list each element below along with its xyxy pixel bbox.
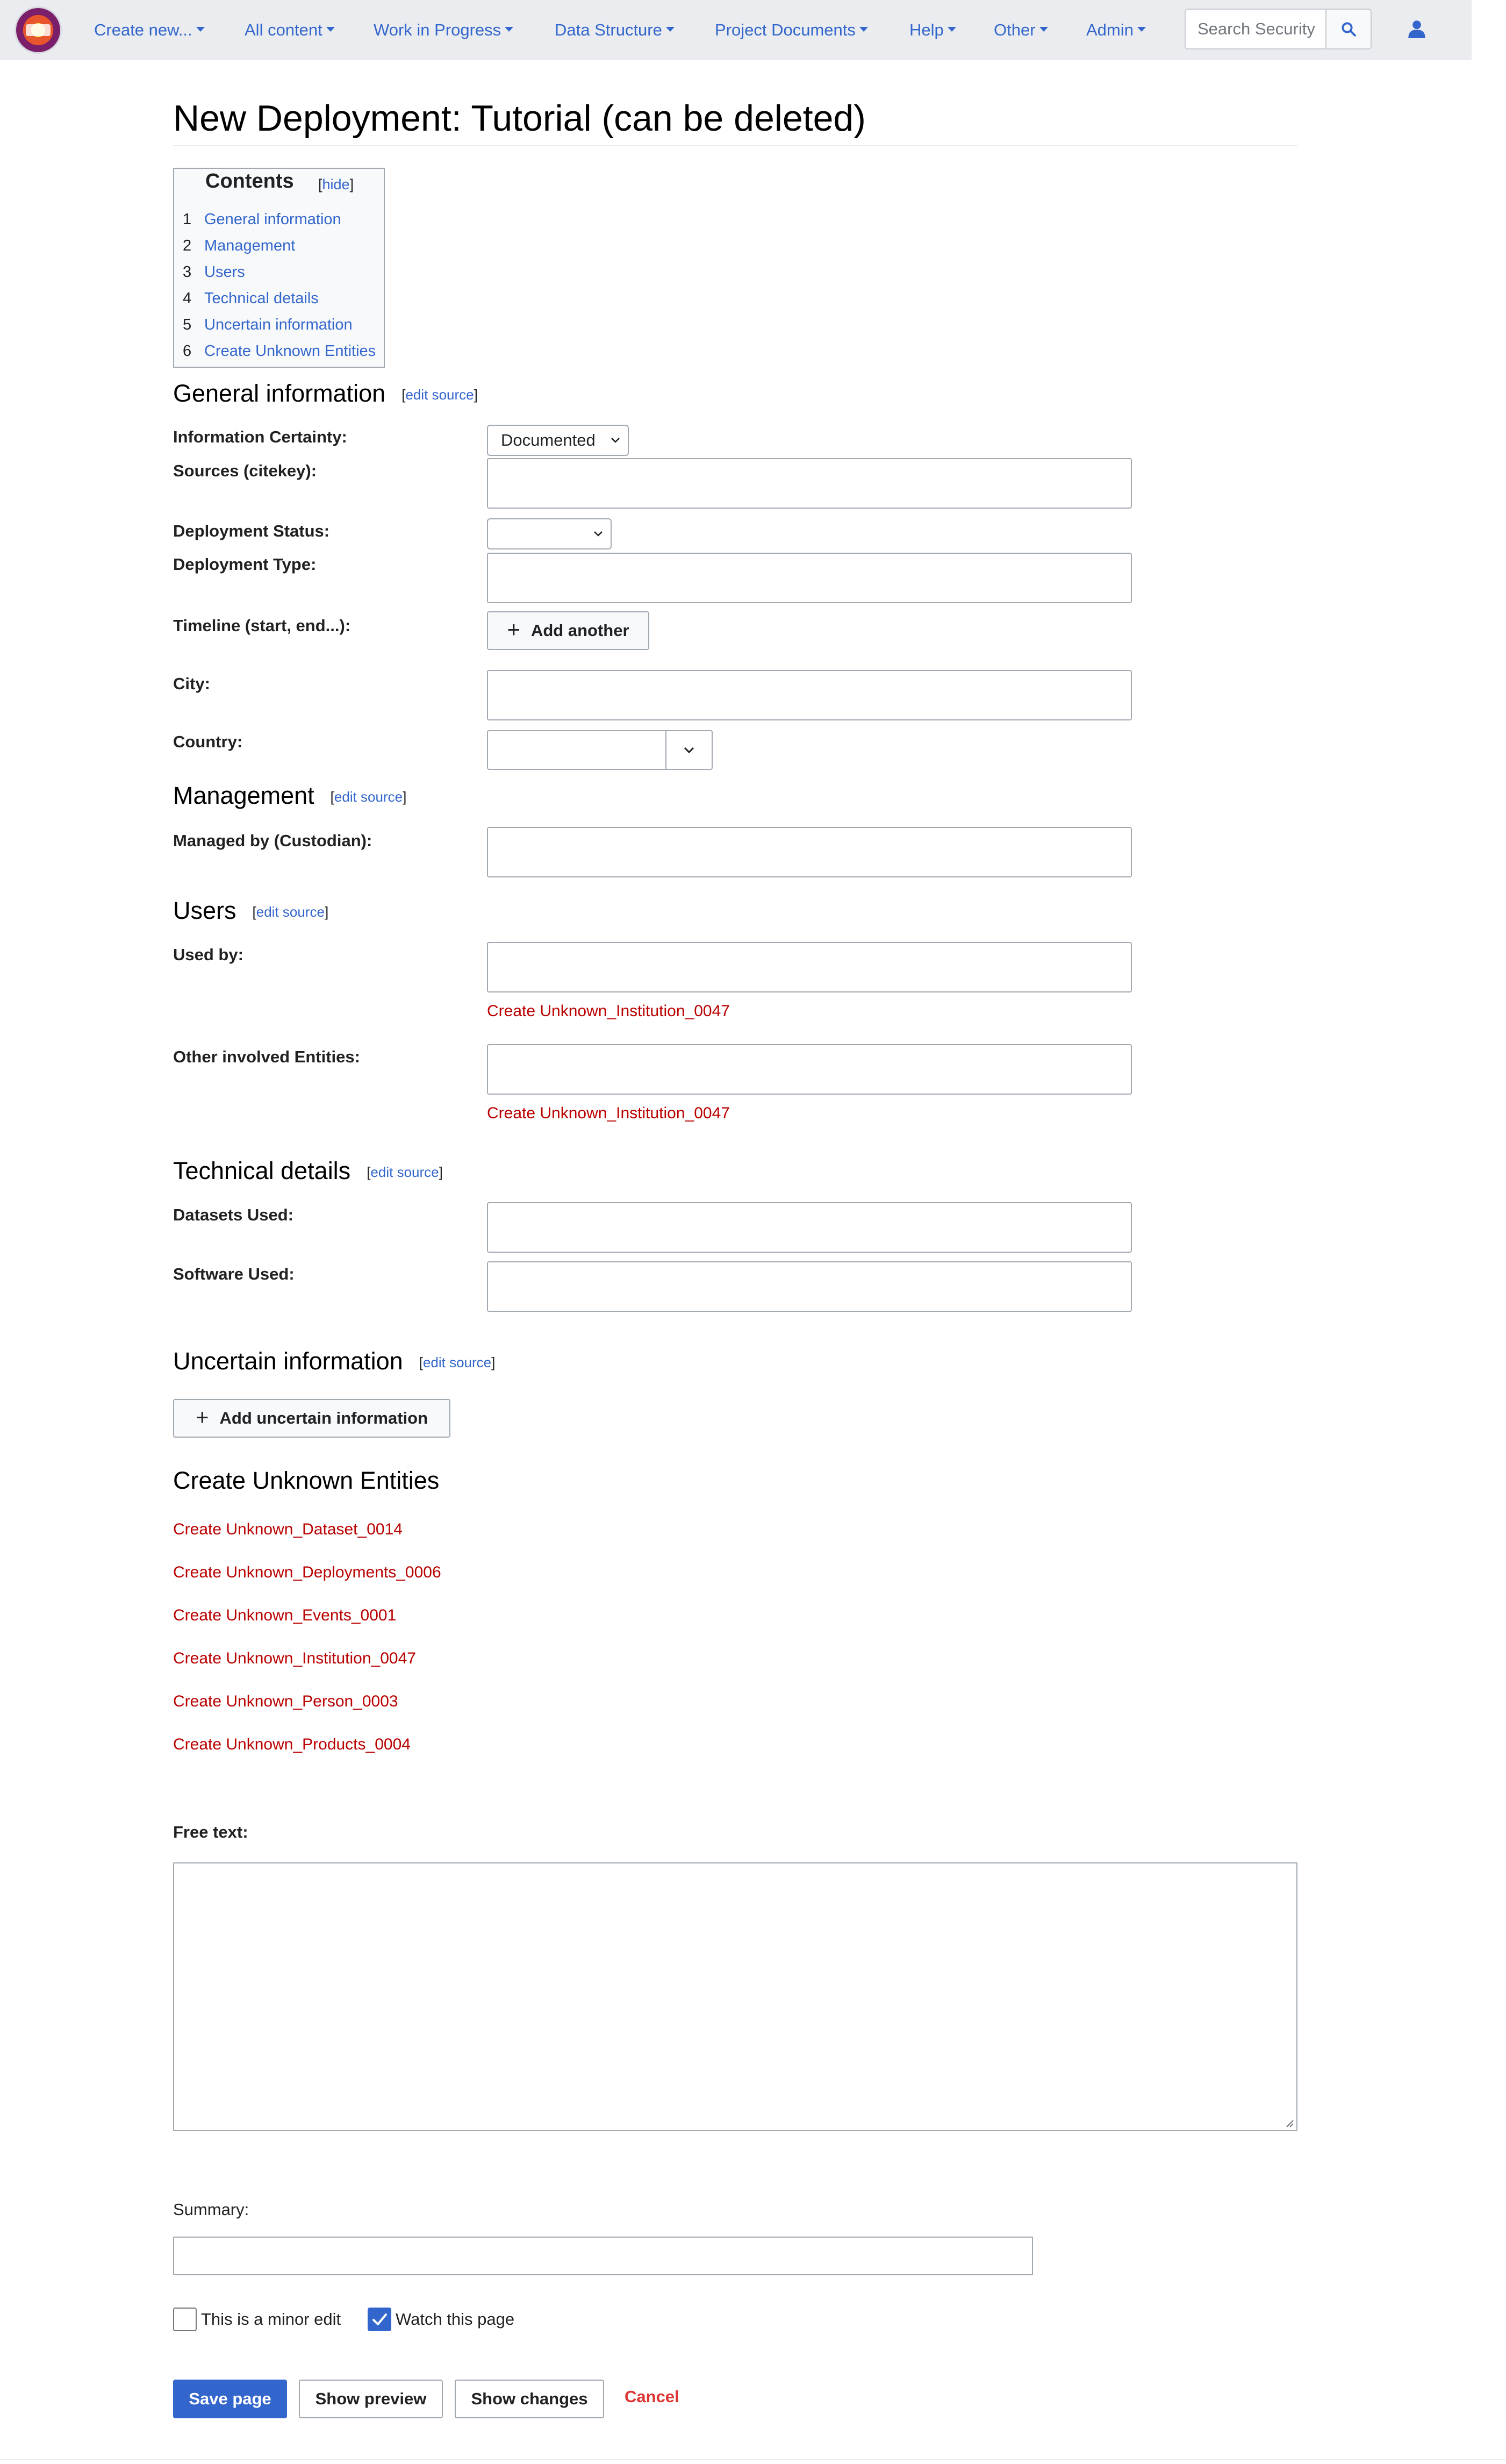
toc-item-num: 5 — [183, 316, 192, 333]
section-title: Management — [173, 782, 314, 809]
user-icon — [1408, 20, 1425, 38]
caret-down-icon — [505, 27, 513, 32]
datasets-input[interactable] — [487, 1202, 1132, 1253]
add-another-label: Add another — [530, 621, 629, 640]
software-input[interactable] — [487, 1261, 1132, 1312]
certainty-value: Documented — [501, 431, 596, 449]
toc-item-label: Create Unknown Entities — [204, 342, 376, 360]
type-label: Deployment Type: — [173, 555, 317, 574]
toc-item-num: 3 — [183, 263, 192, 281]
caret-down-icon — [859, 27, 868, 32]
other-entities-create-link[interactable]: Create Unknown_Institution_0047 — [487, 1104, 730, 1122]
search-box — [1185, 9, 1372, 49]
free-text-label: Free text: — [173, 1823, 248, 1841]
site-logo[interactable] — [16, 8, 60, 52]
free-text-area[interactable] — [173, 1862, 1297, 2131]
edit-source-general: [edit source] — [401, 387, 478, 403]
page-title: New Deployment: Tutorial (can be deleted) — [173, 92, 1297, 146]
plus-icon: + — [507, 617, 520, 642]
datasets-label: Datasets Used: — [173, 1205, 293, 1224]
caret-down-icon — [196, 27, 205, 32]
nav-data-structure-label: Data Structure — [555, 20, 662, 39]
caret-down-icon — [326, 27, 335, 32]
section-title: Create Unknown Entities — [173, 1467, 440, 1494]
add-uncertain-button[interactable] — [173, 1399, 450, 1438]
create-unknown-link[interactable]: Create Unknown_Person_0003 — [173, 1692, 398, 1710]
sources-label: Sources (citekey): — [173, 461, 317, 480]
section-heading-technical — [173, 1157, 443, 1185]
certainty-label: Information Certainty: — [173, 427, 347, 446]
section-title: Users — [173, 897, 236, 924]
edit-source-link[interactable]: edit source — [256, 904, 325, 920]
cancel-link[interactable]: Cancel — [625, 2387, 679, 2406]
nav-other-label: Other — [994, 20, 1036, 39]
software-label: Software Used: — [173, 1265, 295, 1283]
nav-other[interactable] — [994, 18, 1048, 42]
caret-down-icon — [1137, 27, 1146, 32]
nav-project-documents[interactable] — [715, 18, 868, 42]
toc-item-label: Management — [204, 237, 296, 254]
nav-create-new[interactable] — [94, 18, 205, 42]
toc-item-label: Uncertain information — [204, 316, 353, 333]
edit-source-uncertain: [edit source] — [419, 1354, 496, 1370]
footer-divider — [0, 2459, 1506, 2460]
chevron-down-icon — [592, 528, 604, 539]
toc-title: Contents — [205, 170, 294, 192]
resize-grip-icon[interactable] — [1285, 2118, 1294, 2128]
toc-hide-toggle: [hide] — [318, 176, 354, 192]
summary-label: Summary: — [173, 2200, 249, 2219]
section-title: Technical details — [173, 1157, 351, 1184]
save-page-button[interactable]: Save page — [173, 2380, 287, 2418]
section-heading-unknown — [173, 1467, 439, 1495]
add-another-button[interactable] — [487, 611, 649, 650]
nav-admin[interactable] — [1086, 18, 1146, 42]
managed-input[interactable] — [487, 827, 1132, 877]
caret-down-icon — [1039, 27, 1048, 32]
show-preview-button[interactable]: Show preview — [299, 2380, 443, 2418]
checkmark-icon — [369, 2309, 390, 2330]
section-title: General information — [173, 380, 386, 407]
nav-create-new-label: Create new... — [94, 20, 192, 39]
search-icon — [1340, 21, 1357, 37]
toc-item-technical[interactable] — [183, 290, 319, 308]
toc-item-label: Users — [204, 263, 245, 281]
section-heading-management — [173, 782, 406, 810]
minor-edit-label: This is a minor edit — [201, 2310, 341, 2329]
create-unknown-link[interactable]: Create Unknown_Events_0001 — [173, 1606, 397, 1624]
minor-edit-checkbox[interactable] — [173, 2308, 197, 2331]
create-unknown-link[interactable]: Create Unknown_Deployments_0006 — [173, 1563, 441, 1581]
chevron-down-icon — [682, 745, 696, 755]
country-label: Country: — [173, 732, 243, 751]
create-unknown-link[interactable]: Create Unknown_Products_0004 — [173, 1735, 411, 1753]
watch-page-label: Watch this page — [396, 2310, 515, 2329]
status-select[interactable] — [487, 518, 612, 549]
add-uncertain-label: Add uncertain information — [219, 1409, 428, 1427]
used-by-input[interactable] — [487, 942, 1132, 992]
nav-help-label: Help — [909, 20, 944, 39]
other-entities-input[interactable] — [487, 1044, 1132, 1095]
plus-icon: + — [195, 1404, 209, 1430]
create-unknown-link[interactable]: Create Unknown_Institution_0047 — [173, 1649, 416, 1667]
type-input[interactable] — [487, 553, 1132, 603]
other-entities-label: Other involved Entities: — [173, 1047, 360, 1066]
toc-item-users[interactable] — [183, 263, 245, 281]
watch-page-checkbox[interactable] — [368, 2308, 391, 2331]
user-menu-button[interactable] — [1403, 15, 1431, 43]
city-input[interactable] — [487, 670, 1132, 720]
country-combobox[interactable] — [487, 730, 713, 770]
toc-item-unknown[interactable] — [183, 342, 376, 360]
edit-source-link[interactable]: edit source — [334, 789, 403, 805]
show-changes-button[interactable]: Show changes — [455, 2380, 604, 2418]
chevron-down-icon — [609, 435, 621, 446]
status-label: Deployment Status: — [173, 522, 330, 540]
edit-source-management: [edit source] — [330, 789, 407, 805]
used-by-label: Used by: — [173, 945, 243, 964]
table-of-contents — [173, 168, 385, 368]
sources-input[interactable] — [487, 458, 1132, 509]
top-navbar — [0, 0, 1472, 60]
toc-item-label: General information — [204, 211, 341, 228]
toc-item-management[interactable] — [183, 237, 295, 255]
edit-source-technical: [edit source] — [367, 1164, 443, 1180]
edit-source-link[interactable]: edit source — [370, 1164, 439, 1180]
section-heading-users — [173, 897, 328, 925]
section-heading-general — [173, 380, 478, 408]
nav-work-in-progress[interactable] — [374, 18, 513, 42]
section-title: Uncertain information — [173, 1347, 403, 1375]
toc-item-uncertain[interactable] — [183, 316, 353, 334]
certainty-select[interactable] — [487, 425, 629, 456]
toc-item-num: 6 — [183, 342, 192, 360]
toc-item-num: 1 — [183, 211, 192, 228]
search-button[interactable] — [1325, 10, 1371, 48]
caret-down-icon — [948, 27, 956, 32]
nav-admin-label: Admin — [1086, 20, 1134, 39]
toc-item-label: Technical details — [204, 290, 319, 307]
managed-label: Managed by (Custodian): — [173, 831, 372, 850]
edit-source-link[interactable]: edit source — [405, 387, 474, 403]
country-dropdown-button[interactable] — [665, 731, 712, 769]
used-by-create-link[interactable]: Create Unknown_Institution_0047 — [487, 1002, 730, 1020]
edit-source-users: [edit source] — [252, 904, 329, 920]
nav-all-content-label: All content — [245, 20, 322, 39]
edit-source-link[interactable]: edit source — [422, 1354, 492, 1370]
nav-help[interactable] — [909, 18, 956, 42]
city-label: City: — [173, 674, 210, 693]
toc-hide-link[interactable]: hide — [322, 176, 350, 192]
section-heading-uncertain — [173, 1347, 495, 1375]
toc-item-num: 4 — [183, 290, 192, 307]
nav-all-content[interactable] — [245, 18, 335, 42]
timeline-label: Timeline (start, end...): — [173, 616, 351, 635]
nav-work-in-progress-label: Work in Progress — [374, 20, 501, 39]
toc-item-num: 2 — [183, 237, 192, 254]
nav-project-documents-label: Project Documents — [715, 20, 856, 39]
toc-item-general[interactable] — [183, 211, 341, 228]
summary-input[interactable] — [173, 2237, 1033, 2275]
caret-down-icon — [666, 27, 675, 32]
search-input[interactable] — [1186, 10, 1333, 48]
nav-data-structure[interactable] — [555, 18, 675, 42]
create-unknown-link[interactable]: Create Unknown_Dataset_0014 — [173, 1520, 403, 1538]
